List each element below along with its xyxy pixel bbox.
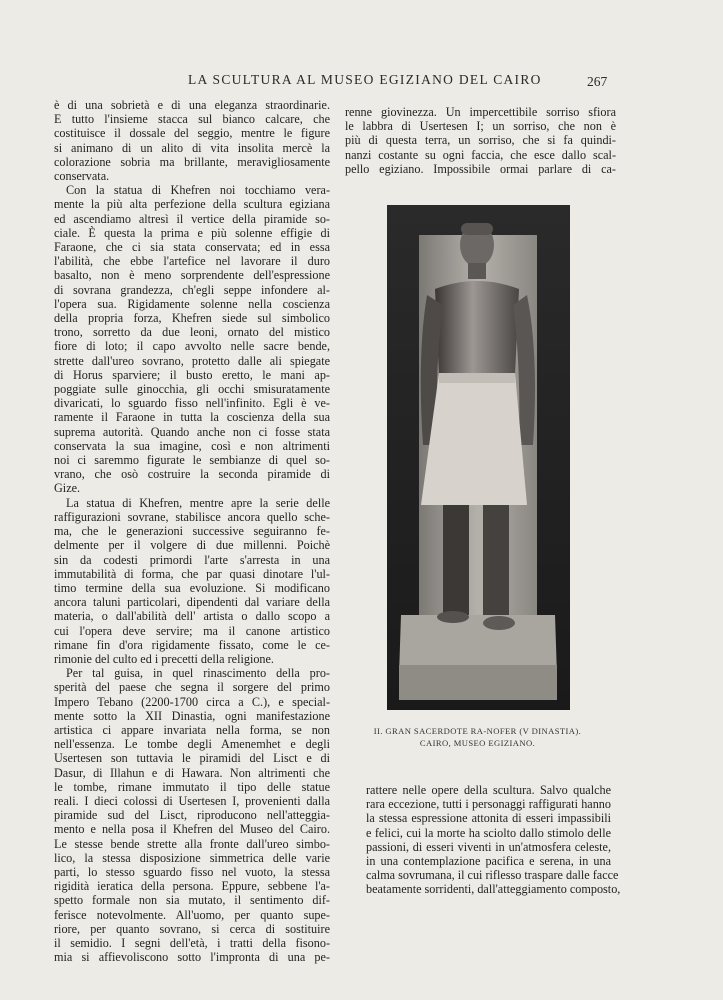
text-line: cui l'opera deve servire; ma il canone artistico xyxy=(54,623,330,638)
text-line: calma sovrumana, il cui riflesso traspare dalle facce xyxy=(366,868,619,883)
text-line: le labbra di Usertesen I; un sorriso, che non è xyxy=(345,119,616,134)
statue-photograph xyxy=(387,205,570,710)
text-line: piramide sud del Lisct, riproducono nell'atteggia- xyxy=(54,808,330,823)
text-line: ramente il Faraone in tutta la coscienza della sua xyxy=(54,410,330,425)
text-line: di Horus sparviere; il busto eretto, le mani ap- xyxy=(54,367,330,382)
text-line: passioni, di esseri viventi in un'atmosfera celeste, xyxy=(366,839,611,854)
text-line: vrano, che osò costruire la seconda piramide di xyxy=(54,467,330,482)
text-line: reali. I dieci colossi di Usertesen I, provenienti dalla xyxy=(54,793,330,808)
figure-caption xyxy=(370,725,585,749)
text-line: delmente per il volgere di due millenni. Poichè xyxy=(54,538,330,553)
text-line: pello egiziano. Impossibile ormai parlare di ca- xyxy=(345,161,616,176)
text-line: ma, che le generazioni successive seguiranno fe- xyxy=(54,524,330,539)
text-line: ed ascendiamo altresì il vertice della piramide so- xyxy=(54,211,330,226)
text-line: rara eccezione, tutti i personaggi raffigurati hanno xyxy=(366,797,611,812)
text-line: si animano di un alito di vita insolita mercè la xyxy=(54,140,330,155)
text-line: E tutto l'insieme stacca sul bianco calcare, che xyxy=(54,112,330,127)
text-line: poggiate sulle ginocchia, gli occhi smisuratamente xyxy=(54,382,330,397)
text-line: in una contemplazione pacifica e serena, in una xyxy=(366,854,611,869)
text-line: lico, la stessa disposizione simmetrica delle varie xyxy=(54,850,330,865)
text-line: nell'essenza. Le tombe degli Amenemhet e degli xyxy=(54,737,330,752)
text-line: conservata la sua imagine, così e non altrimenti xyxy=(54,438,330,453)
text-line: spetto formale non sia mutato, il sentimento dif- xyxy=(54,893,330,908)
text-line: colorazione sobria ma brillante, meravigliosamente xyxy=(54,154,330,169)
text-line: le tombe, rimane immutato il tipo delle statue xyxy=(54,779,330,794)
page-number: 267 xyxy=(587,74,608,89)
text-line: renne giovinezza. Un impercettibile sorriso sfiora xyxy=(345,105,616,119)
text-line: di sovrana grandezza, ch'egli seppe infondere al- xyxy=(54,282,330,297)
text-line: rimonie del culto ed i precetti della religione. xyxy=(54,651,274,666)
text-line: sperità del paese che segna il sorgere del primo xyxy=(54,680,330,695)
right-text-column-top xyxy=(345,105,616,176)
text-line: mia si affievoliscono sotto l'impronta di una pe- xyxy=(54,950,330,965)
text-line: più di questa terra, un sorriso, che si fa quindi- xyxy=(345,133,616,148)
text-line: immutabilità di forma, che par quasi dinotare l'ul- xyxy=(54,566,330,581)
text-line: timo termine della sua evoluzione. Si modificano xyxy=(54,580,330,595)
text-line: basalto, non è meno sorprendente dell'espressione xyxy=(54,268,330,283)
text-line: ferisce notevolmente. All'uomo, per quanto supe- xyxy=(54,907,330,922)
text-line: mento e nella posa il Khefren del Museo del Cairo. xyxy=(54,822,330,837)
text-line: La statua di Khefren, mentre apre la serie delle xyxy=(66,495,330,510)
text-line: ancora taluni particolari, dipendenti dal variare della xyxy=(54,595,330,610)
text-line: l'abilità, che ebbe l'artefice nel lavorare il duro xyxy=(54,254,330,269)
text-line: Gize. xyxy=(54,481,81,496)
text-line: artistica ci appare invariata nella forma, se non xyxy=(54,722,330,737)
text-line: Con la statua di Khefren noi tocchiamo vera- xyxy=(66,183,330,198)
text-line: conservata. xyxy=(54,169,110,184)
text-line: mente la più alta perfezione della scultura egiziana xyxy=(54,197,330,212)
text-line: rigidità ieratica della persona. Eppure, sebbene l'a- xyxy=(54,879,330,894)
text-line: rattere nelle opere della scultura. Salvo qualche xyxy=(366,783,611,797)
text-line: il semidio. I segni dell'età, i tratti della fisono- xyxy=(54,935,330,950)
text-line: e felici, cui la morte ha sciolto dallo stimolo delle xyxy=(366,825,611,840)
text-line: trono, sorretto da due leoni, ornato del mistico xyxy=(54,325,330,340)
text-line: l'opera sua. Rigidamente solenne nella coscienza xyxy=(54,296,330,311)
text-line: Usertesen son tuttavia le piramidi del Lisct e di xyxy=(54,751,330,766)
text-line: ciale. È questa la prima e più solenne effigie di xyxy=(54,225,330,240)
text-line: la stessa espressione attonita di esseri impassibili xyxy=(366,811,611,826)
caption-line-2: CAIRO, MUSEO EGIZIANO. xyxy=(419,738,536,748)
text-line: sin da codesti primordi l'arte s'arresta in una xyxy=(54,552,330,567)
text-line: parti, lo stesso sguardo fisso nel vuoto, la stessa xyxy=(54,864,330,879)
running-title: LA SCULTURA AL MUSEO EGIZIANO DEL CAIRO xyxy=(188,72,542,87)
text-line: noi ci saremmo figurate le sembianze di quel so- xyxy=(54,453,330,468)
text-line: raffigurazioni sovrane, stabilisce ancora quello sche- xyxy=(54,509,330,524)
text-line: rimane fin d'ora rigidamente fissato, come le ce- xyxy=(54,637,330,652)
text-line: strette dall'ureo sovrano, protetto dalle ali spiegate xyxy=(54,353,330,368)
text-line: della propria forza, Khefren siede sul simbolico xyxy=(54,311,330,326)
statue-figure-image xyxy=(387,205,570,710)
text-line: materia, o dall'abilità dell' artista o dallo scopo a xyxy=(54,609,330,624)
caption-line-1: II. GRAN SACERDOTE RA-NOFER (V DINASTIA). xyxy=(373,726,582,736)
right-text-column-bottom xyxy=(366,783,621,897)
left-text-column xyxy=(54,98,330,964)
text-line: mente sotto la XII Dinastia, ogni manifestazione xyxy=(54,708,330,723)
text-line: è di una sobrietà e di una eleganza straordinarie. xyxy=(54,98,330,112)
text-line: suprema autorità. Quando anche non ci fosse stata xyxy=(54,424,330,439)
text-line: riore, per quanto sovrano, si cerca di sostituire xyxy=(54,921,330,936)
text-line: Faraone, che ci sia stata conservata; ed in essa xyxy=(54,240,330,255)
text-line: nanzi costante su ogni faccia, che esce dallo scal- xyxy=(345,147,616,162)
text-line: Impero Tebano (2200-1700 circa a C.), e special- xyxy=(54,694,330,709)
text-line: Le stesse bende strette alla fronte dall'ureo simbo- xyxy=(54,836,330,851)
text-line: costituisce il dossale del seggio, mentre le figure xyxy=(54,126,330,141)
text-line: Dasur, di Illahun e di Hawara. Non altrimenti che xyxy=(54,765,330,780)
text-line: Per tal guisa, in quel rinascimento della pro- xyxy=(66,666,330,681)
page-header xyxy=(0,72,723,92)
text-line: beatamente sorridenti, dall'atteggiamento composto, xyxy=(366,882,621,897)
text-line: divaricati, lo sguardo fisso nell'infinito. Egli è ve- xyxy=(54,396,330,411)
text-line: fiore di loto; il capo avvolto nelle sacre bende, xyxy=(54,339,330,354)
